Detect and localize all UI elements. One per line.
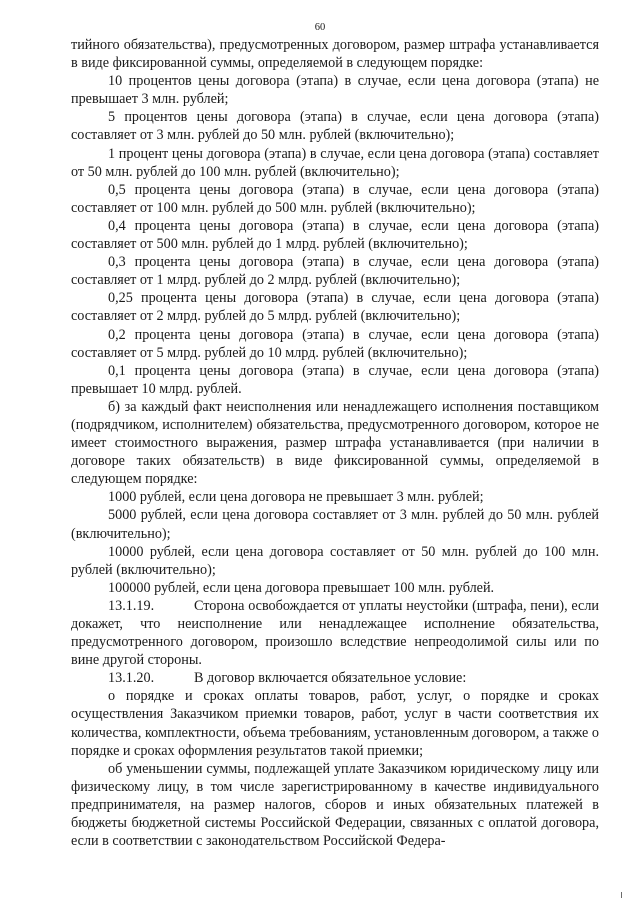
payment-terms-condition: о порядке и сроках оплаты товаров, работ, услуг, о порядке и сроках осуществления Заказчиком приемки товаров, работ, услуг в части соответствия их количества, комплектности, объема требованиям, установленным договором, а также о порядке и сроках оформления результатов такой приемки; [71, 688, 599, 759]
clause-13-1-19 [71, 597, 599, 669]
subclause-b: б) за каждый факт неисполнения или ненадлежащего исполнения поставщиком (подрядчиком, исполнителем) обязательства, предусмотренного договором, которое не имеет стоимостного выражения, размер штрафа устанавливается (при наличии в договоре таких обязательств) в виде фиксированной суммы, определяемой в следующем порядке: [71, 398, 599, 488]
penalty-tier-10-percent: 10 процентов цены договора (этапа) в случае, если цена договора (этапа) не превышает 3 млн. рублей; [71, 73, 599, 108]
page-number: 60 [314, 22, 326, 33]
fixed-fine-10000: 10000 рублей, если цена договора составляет от 50 млн. рублей до 100 млн. рублей (включительно); [71, 543, 599, 578]
penalty-tier-1-percent: 1 процент цены договора (этапа) в случае, если цена договора (этапа) составляет от 50 млн. рублей до 100 млн. рублей (включительно); [71, 145, 599, 180]
clause-number: 13.1.19. [108, 597, 155, 614]
penalty-tier-0-1-percent: 0,1 процента цены договора (этапа) в случае, если цена договора (этапа) превышает 10 млрд. рублей. [71, 362, 599, 397]
penalty-tier-0-3-percent: 0,3 процента цены договора (этапа) в случае, если цена договора (этапа) составляет от 1 млрд. рублей до 2 млрд. рублей (включительно); [71, 254, 599, 289]
penalty-tier-5-percent: 5 процентов цены договора (этапа) в случае, если цена договора (этапа) составляет от 3 млн. рублей до 50 млн. рублей (включительно); [71, 109, 599, 144]
clause-text: Сторона освобождается от уплаты неустойки (штрафа, пени), если докажет, что неисполнение или ненадлежащее исполнение обязательства, предусмотренного договором, произошло вследствие непреодолимой силы или по вине другой стороны. [71, 597, 599, 669]
tax-reduction-condition: об уменьшении суммы, подлежащей уплате Заказчиком юридическому лицу или физическому лицу, в том числе зарегистрированному в качестве индивидуального предпринимателя, на размер налогов, сборов и иных обязательных платежей в бюджеты бюджетной системы Российской Федерации, связанных с оплатой договора, если в соответствии с законодательством Российской Федера- [71, 760, 599, 850]
fixed-fine-5000: 5000 рублей, если цена договора составляет от 3 млн. рублей до 50 млн. рублей (включительно); [71, 507, 599, 542]
document-body [71, 36, 599, 850]
clause-13-1-20 [71, 669, 599, 687]
clause-text: В договор включается обязательное условие: [194, 670, 467, 687]
fixed-fine-1000: 1000 рублей, если цена договора не превышает 3 млн. рублей; [108, 489, 484, 506]
penalty-tier-0-4-percent: 0,4 процента цены договора (этапа) в случае, если цена договора (этапа) составляет от 500 млн. рублей до 1 млрд. рублей (включительно); [71, 217, 599, 253]
fixed-fine-100000: 100000 рублей, если цена договора превышает 100 млн. рублей. [108, 579, 495, 596]
clause-number: 13.1.20. [108, 670, 155, 687]
paragraph-continuation: тийного обязательства), предусмотренных договором, размер штрафа устанавливается в виде фиксированной суммы, определяемой в следующем порядке: [71, 37, 599, 72]
scan-margin-mark [621, 892, 622, 898]
penalty-tier-0-25-percent: 0,25 процента цены договора (этапа) в случае, если цена договора (этапа) составляет от 2 млрд. рублей до 5 млрд. рублей (включительно); [71, 290, 599, 325]
penalty-tier-0-5-percent: 0,5 процента цены договора (этапа) в случае, если цена договора (этапа) составляет от 100 млн. рублей до 500 млн. рублей (включительно); [71, 181, 599, 216]
penalty-tier-0-2-percent: 0,2 процента цены договора (этапа) в случае, если цена договора (этапа) составляет от 5 млрд. рублей до 10 млрд. рублей (включительно); [71, 326, 599, 361]
